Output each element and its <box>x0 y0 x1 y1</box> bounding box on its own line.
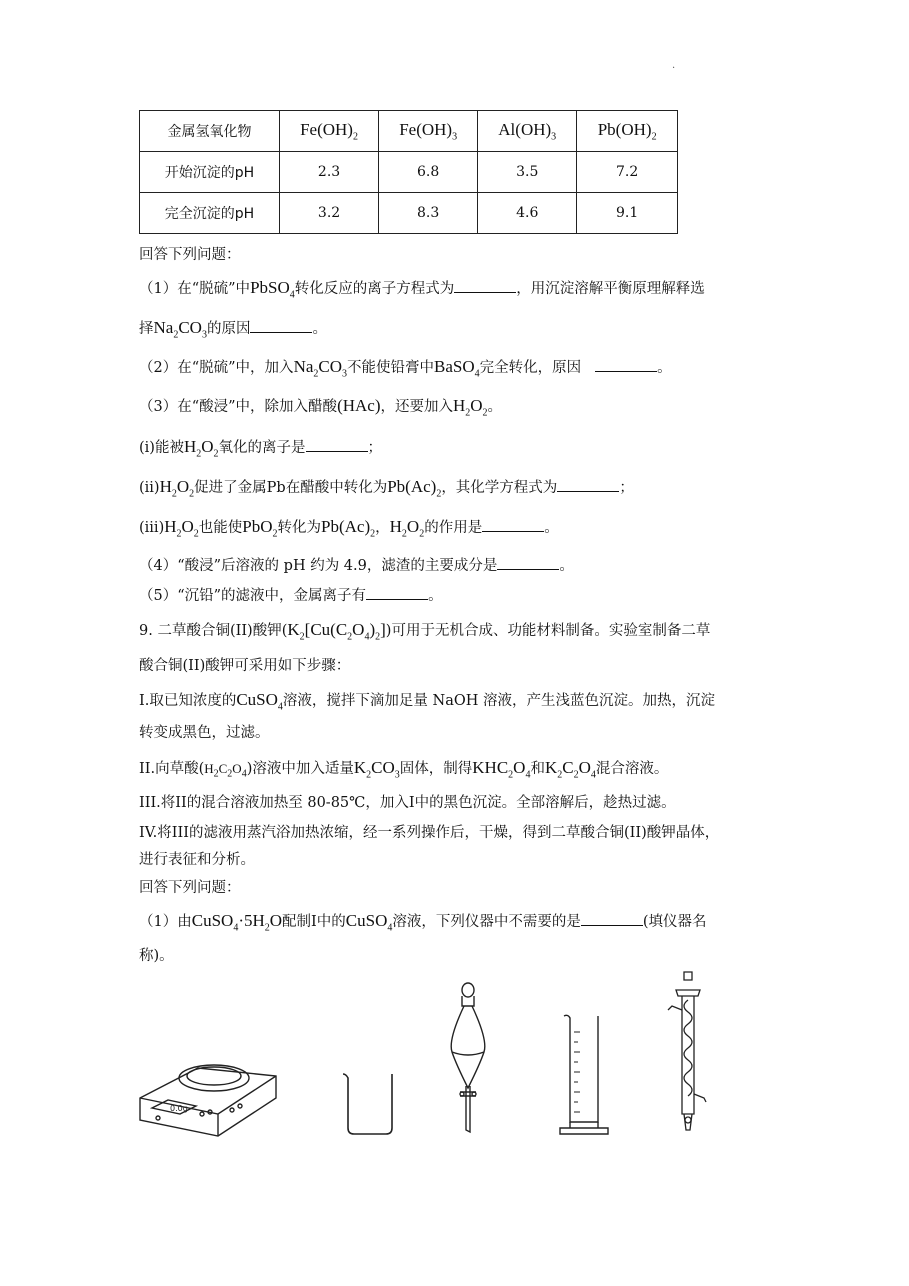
formula: $H_2O_2$ <box>389 517 425 540</box>
table-cell: $Fe(OH)_2$ <box>280 111 379 152</box>
formula: $KHC_2O_4$ <box>472 758 531 781</box>
q9-1-line2: 称)。 <box>139 948 174 964</box>
answer-blank[interactable] <box>482 517 544 532</box>
formula: CuSO$_4$ <box>236 690 283 713</box>
table-cell: 3.2 <box>280 193 379 234</box>
separatory-funnel-figure <box>440 980 496 1138</box>
q8-3-ii: $(ii)H_2O_2$促进了金属Pb在醋酸中转化为$Pb(Ac)_2$，其化学方程式为 ； <box>139 477 634 500</box>
q9-step1-line2: 转变成黑色，过滤。 <box>139 725 270 741</box>
answer-blank[interactable] <box>557 477 619 492</box>
q9-step1-line1: I.取已知浓度的CuSO$_4$溶液，搅拌下滴加足量 NaOH 溶液，产生浅蓝色沉淀。加热，沉淀 <box>139 690 716 713</box>
answer-blank[interactable] <box>366 585 428 600</box>
q8-1-line2: 择$Na_2CO_3$的原因 。 <box>139 318 327 341</box>
table-row <box>140 193 678 234</box>
q8-2: （2）在“脱硫”中，加入$Na_2CO_3$不能使铅膏中BaSO$_4$完全转化，原因 。 <box>139 357 672 380</box>
q8-3-i: (i)能被$H_2O_2$氧化的离子是 ； <box>139 437 383 460</box>
formula: $Pb(Ac)_2$ <box>387 477 442 500</box>
q9-stem-line2: 酸合铜(II)酸钾可采用如下步骤： <box>139 658 351 674</box>
beaker-figure <box>340 1068 400 1138</box>
answer-blank[interactable] <box>595 357 657 372</box>
q8-4: （4）“酸浸”后溶液的 pH 约为 4.9，滤渣的主要成分是 。 <box>139 555 574 576</box>
answer-blank[interactable] <box>581 911 643 926</box>
table-cell: 3.5 <box>478 152 577 193</box>
table-cell: 2.3 <box>280 152 379 193</box>
formula: $H_2O_2$ <box>159 477 195 500</box>
q8-5: （5）“沉铅”的滤液中，金属离子有 。 <box>139 585 443 606</box>
answer-intro: 回答下列问题： <box>139 880 241 896</box>
table-cell: 完全沉淀的pH <box>140 193 280 234</box>
corner-mark: . <box>672 60 676 71</box>
table-cell: 开始沉淀的pH <box>140 152 280 193</box>
formula: $CuSO_4\cdot 5H_2O$ <box>191 911 283 934</box>
formula: $Na_2CO_3$ <box>293 357 348 380</box>
table-header-row <box>140 111 678 152</box>
table-cell: 6.8 <box>379 152 478 193</box>
table-cell: 7.2 <box>577 152 678 193</box>
q9-step3: III.将II的混合溶液加热至 80-85℃，加入I中的黑色沉淀。全部溶解后，趁热过滤。 <box>139 795 676 811</box>
formula: $H_2O_2$ <box>452 396 488 419</box>
formula: $Pb(Ac)_2$ <box>321 517 376 540</box>
q9-step2: II.向草酸$(H_2C_2O_4)$溶液中加入适量$K_2CO_3$固体，制得$KHC_2O_4$和$K_2C_2O_4$混合溶液。 <box>139 758 669 781</box>
q9-step4-line1: IV.将III的滤液用蒸汽浴加热浓缩，经一系列操作后，干燥，得到二草酸合铜(II)酸钾晶体， <box>139 825 720 841</box>
formula: $K_2[Cu(C_2O_4)_2]$ <box>287 620 386 643</box>
q8-1-line1: （1）在“脱硫”中PbSO$_4$转化反应的离子方程式为 ，用沉淀溶解平衡原理解释选 <box>139 278 705 301</box>
formula: BaSO$_4$ <box>434 357 480 380</box>
formula: PbSO$_4$ <box>250 278 295 301</box>
answer-blank[interactable] <box>497 555 559 570</box>
table-row <box>140 152 678 193</box>
formula: (HAc) <box>337 396 381 415</box>
answer-intro: 回答下列问题： <box>139 247 241 263</box>
formula: PbO$_2$ <box>242 517 278 540</box>
condenser-figure <box>662 970 714 1138</box>
table-cell: 8.3 <box>379 193 478 234</box>
answer-blank[interactable] <box>250 318 312 333</box>
table-cell: 4.6 <box>478 193 577 234</box>
table-cell: $Al(OH)_3$ <box>478 111 577 152</box>
q9-step4-line2: 进行表征和分析。 <box>139 852 255 868</box>
q8-3: （3）在“酸浸”中，除加入醋酸(HAc)，还要加入$H_2O_2$。 <box>139 396 503 419</box>
q9-stem-line1: 9. 二草酸合铜(II)酸钾$(K_2[Cu(C_2O_4)_2])$可用于无机合成、功能材料制备。实验室制备二草 <box>139 620 711 643</box>
formula: $Na_2CO_3$ <box>153 318 207 341</box>
hydroxide-ph-table <box>139 110 678 234</box>
formula: $H_2C_2O_4$ <box>204 761 247 780</box>
formula: CuSO$_4$ <box>345 911 393 934</box>
table-cell: $Pb(OH)_2$ <box>577 111 678 152</box>
balance-display-text: 0.0g <box>170 1104 188 1113</box>
electronic-balance-figure <box>138 1048 278 1140</box>
formula: $H_2O_2$ <box>183 437 219 460</box>
table-cell: 金属氢氧化物 <box>140 111 280 152</box>
graduated-cylinder-figure <box>558 1010 614 1138</box>
answer-blank[interactable] <box>454 278 516 293</box>
formula: $K_2C_2O_4$ <box>544 758 596 781</box>
formula: $K_2CO_3$ <box>353 758 400 781</box>
answer-blank[interactable] <box>306 437 368 452</box>
table-cell: $Fe(OH)_3$ <box>379 111 478 152</box>
table-cell: 9.1 <box>577 193 678 234</box>
q8-3-iii: $(iii)H_2O_2$也能使PbO$_2$转化为$Pb(Ac)_2$，$H_2O_2$的作用是 。 <box>139 517 559 540</box>
formula: $H_2O_2$ <box>164 517 199 540</box>
q9-1-line1: （1）由$CuSO_4\cdot 5H_2O$配制I中的CuSO$_4$溶液，下列仪器中不需要的是 (填仪器名 <box>139 911 707 934</box>
